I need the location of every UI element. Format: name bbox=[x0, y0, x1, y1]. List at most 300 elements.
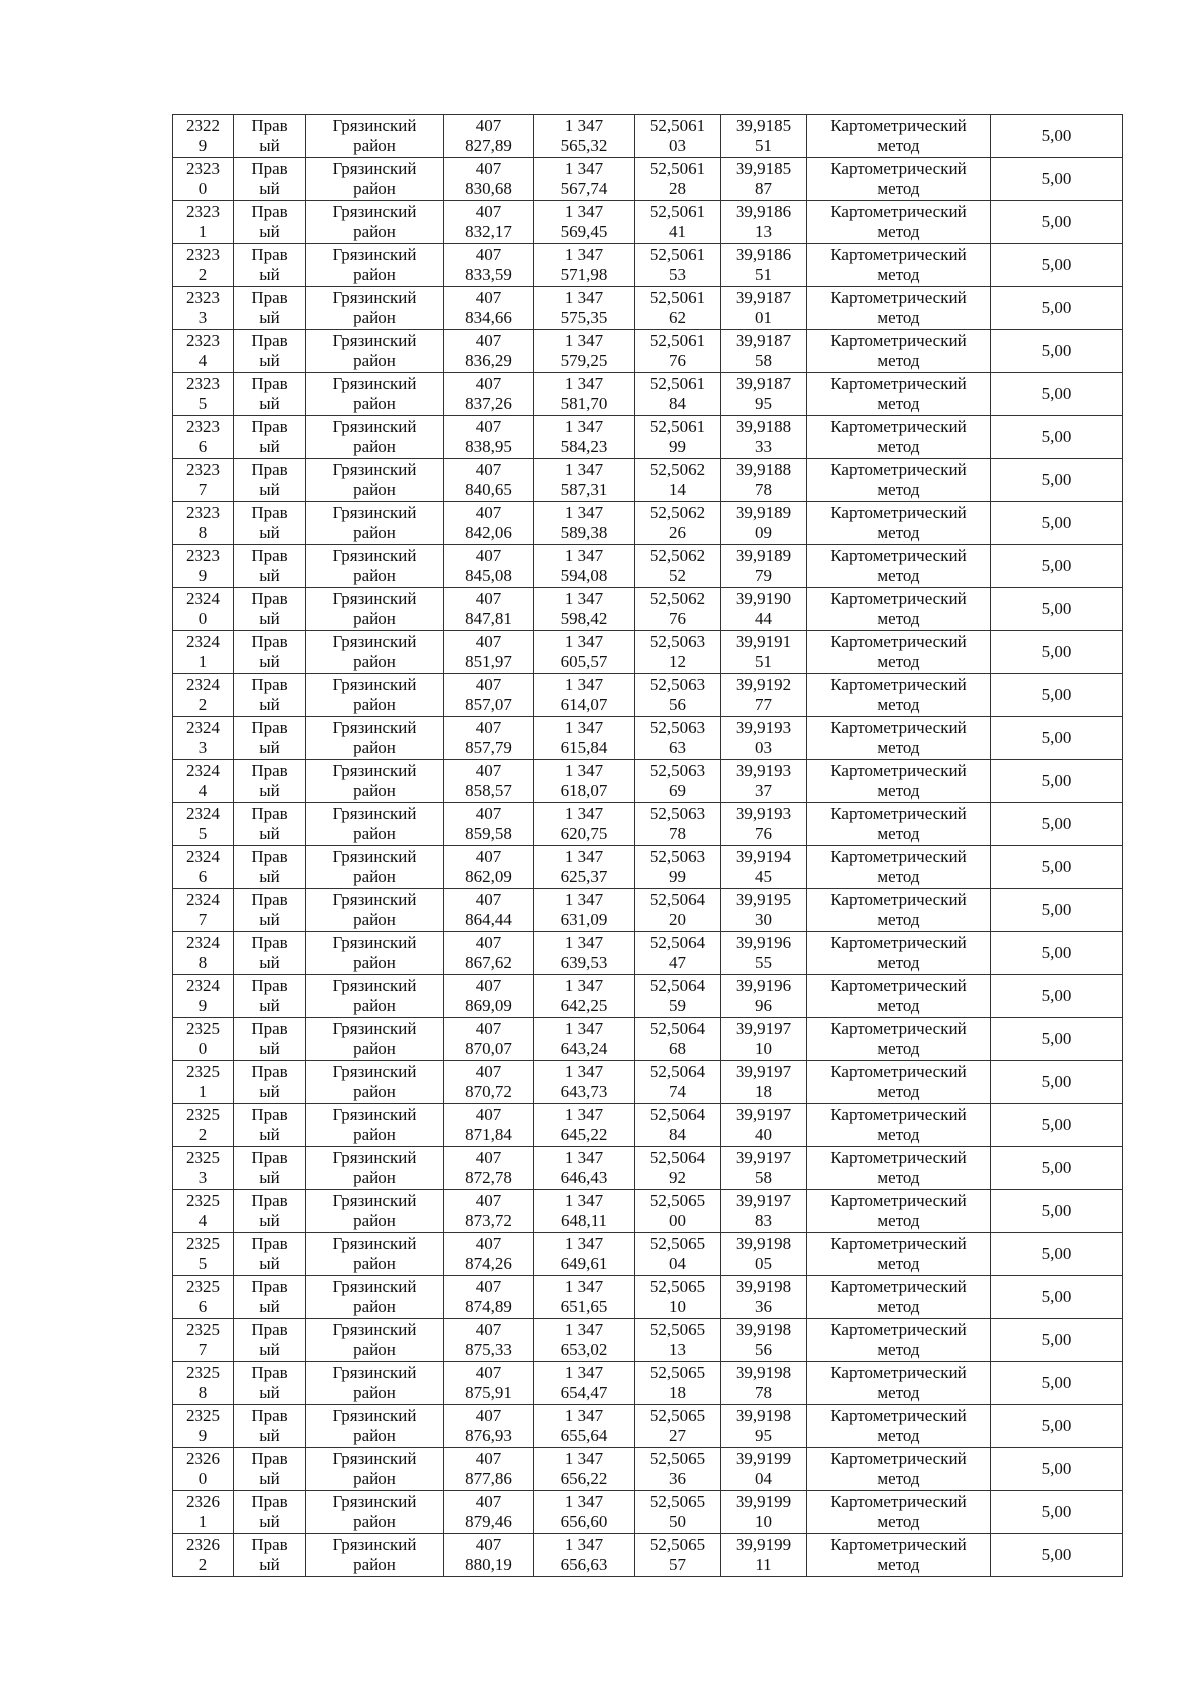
point-number-cell bbox=[173, 1319, 234, 1362]
point-number-cell-line: 2 bbox=[198, 265, 208, 284]
bank-side-cell-line: Прав bbox=[251, 1492, 288, 1511]
coord-x-cell-line: 842,06 bbox=[465, 523, 512, 542]
coord-x-cell bbox=[444, 588, 534, 631]
bank-side-cell-line: ый bbox=[259, 1469, 280, 1488]
coord-y-cell-line: 625,37 bbox=[560, 867, 608, 886]
point-number-cell-line: 0 bbox=[198, 1039, 208, 1058]
latitude-cell-line: 63 bbox=[669, 738, 686, 757]
coord-x-cell bbox=[444, 1362, 534, 1405]
accuracy-cell: 5,00 bbox=[991, 1233, 1123, 1276]
bank-side-cell bbox=[234, 1233, 306, 1276]
latitude-cell bbox=[635, 1405, 721, 1448]
longitude-cell bbox=[721, 1061, 807, 1104]
table-row bbox=[173, 330, 1123, 373]
bank-side-cell-line: Прав bbox=[251, 761, 288, 780]
coord-x-cell bbox=[444, 502, 534, 545]
longitude-cell-line: 39,9199 bbox=[735, 1449, 792, 1468]
latitude-cell bbox=[635, 631, 721, 674]
latitude-cell bbox=[635, 846, 721, 889]
method-cell bbox=[807, 1061, 991, 1104]
bank-side-cell-line: Прав bbox=[251, 1535, 288, 1554]
district-cell-line: Грязинский bbox=[332, 1363, 417, 1382]
longitude-cell bbox=[721, 1405, 807, 1448]
coord-x-cell-line: 407 bbox=[475, 374, 502, 393]
accuracy-cell: 5,00 bbox=[991, 1319, 1123, 1362]
latitude-cell bbox=[635, 459, 721, 502]
bank-side-cell-line: ый bbox=[259, 308, 280, 327]
coord-x-cell-line: 847,81 bbox=[465, 609, 512, 628]
point-number-cell-line: 2323 bbox=[186, 546, 220, 565]
bank-side-cell-line: ый bbox=[259, 738, 280, 757]
point-number-cell-line: 2324 bbox=[186, 589, 220, 608]
longitude-cell-line: 44 bbox=[755, 609, 772, 628]
coord-x-cell-line: 875,91 bbox=[465, 1383, 512, 1402]
bank-side-cell-line: ый bbox=[259, 1254, 280, 1273]
district-cell bbox=[306, 244, 444, 287]
method-cell bbox=[807, 975, 991, 1018]
point-number-cell-line: 2325 bbox=[186, 1406, 220, 1425]
coord-y-cell-line: 1 347 bbox=[564, 331, 604, 350]
latitude-cell-line: 52,5061 bbox=[649, 331, 706, 350]
district-cell-line: район bbox=[353, 265, 396, 284]
latitude-cell-line: 52,5061 bbox=[649, 245, 706, 264]
longitude-cell bbox=[721, 1534, 807, 1577]
point-number-cell bbox=[173, 416, 234, 459]
accuracy-cell: 5,00 bbox=[991, 846, 1123, 889]
accuracy-cell: 5,00 bbox=[991, 158, 1123, 201]
district-cell bbox=[306, 1448, 444, 1491]
latitude-cell-line: 52,5065 bbox=[649, 1449, 706, 1468]
latitude-cell-line: 78 bbox=[669, 824, 686, 843]
coord-x-cell-line: 875,33 bbox=[465, 1340, 512, 1359]
bank-side-cell-line: ый bbox=[259, 695, 280, 714]
coord-y-cell-line: 1 347 bbox=[564, 1363, 604, 1382]
district-cell-line: Грязинский bbox=[332, 460, 417, 479]
point-number-cell bbox=[173, 201, 234, 244]
longitude-cell-line: 95 bbox=[755, 394, 772, 413]
point-number-cell-line: 2325 bbox=[186, 1363, 220, 1382]
longitude-cell bbox=[721, 631, 807, 674]
accuracy-cell: 5,00 bbox=[991, 1491, 1123, 1534]
point-number-cell-line: 2 bbox=[198, 1555, 208, 1574]
district-cell-line: Грязинский bbox=[332, 890, 417, 909]
coord-x-cell-line: 870,72 bbox=[465, 1082, 512, 1101]
accuracy-cell: 5,00 bbox=[991, 975, 1123, 1018]
district-cell-line: район bbox=[353, 308, 396, 327]
latitude-cell-line: 52,5064 bbox=[649, 933, 706, 952]
accuracy-cell: 5,00 bbox=[991, 1061, 1123, 1104]
district-cell-line: район bbox=[353, 222, 396, 241]
point-number-cell-line: 3 bbox=[198, 738, 208, 757]
district-cell-line: Грязинский bbox=[332, 331, 417, 350]
bank-side-cell-line: Прав bbox=[251, 890, 288, 909]
table-row bbox=[173, 975, 1123, 1018]
longitude-cell-line: 39,9195 bbox=[735, 890, 792, 909]
longitude-cell bbox=[721, 1018, 807, 1061]
district-cell bbox=[306, 975, 444, 1018]
coord-x-cell-line: 407 bbox=[475, 1492, 502, 1511]
coord-y-cell bbox=[534, 1233, 635, 1276]
latitude-cell-line: 84 bbox=[669, 1125, 686, 1144]
district-cell-line: Грязинский bbox=[332, 159, 417, 178]
district-cell bbox=[306, 416, 444, 459]
longitude-cell-line: 39,9190 bbox=[735, 589, 792, 608]
point-number-cell-line: 6 bbox=[198, 1297, 208, 1316]
coord-x-cell-line: 830,68 bbox=[465, 179, 512, 198]
bank-side-cell-line: Прав bbox=[251, 417, 288, 436]
bank-side-cell bbox=[234, 975, 306, 1018]
district-cell-line: район bbox=[353, 609, 396, 628]
coord-x-cell-line: 864,44 bbox=[465, 910, 512, 929]
bank-side-cell-line: Прав bbox=[251, 1449, 288, 1468]
accuracy-cell: 5,00 bbox=[991, 330, 1123, 373]
latitude-cell-line: 62 bbox=[669, 308, 686, 327]
bank-side-cell-line: ый bbox=[259, 1555, 280, 1574]
method-cell bbox=[807, 330, 991, 373]
latitude-cell bbox=[635, 1319, 721, 1362]
coord-y-cell-line: 1 347 bbox=[564, 1019, 604, 1038]
point-number-cell-line: 6 bbox=[198, 437, 208, 456]
bank-side-cell-line: Прав bbox=[251, 804, 288, 823]
method-cell-line: метод bbox=[877, 437, 920, 456]
point-number-cell-line: 2323 bbox=[186, 374, 220, 393]
bank-side-cell-line: Прав bbox=[251, 202, 288, 221]
coord-x-cell-line: 857,79 bbox=[465, 738, 512, 757]
coord-x-cell bbox=[444, 1405, 534, 1448]
point-number-cell bbox=[173, 244, 234, 287]
latitude-cell bbox=[635, 1190, 721, 1233]
latitude-cell-line: 13 bbox=[669, 1340, 686, 1359]
longitude-cell bbox=[721, 803, 807, 846]
method-cell-line: Картометрический bbox=[830, 374, 967, 393]
coord-y-cell bbox=[534, 846, 635, 889]
method-cell-line: метод bbox=[877, 308, 920, 327]
bank-side-cell-line: Прав bbox=[251, 847, 288, 866]
coord-y-cell bbox=[534, 1534, 635, 1577]
table-row bbox=[173, 1190, 1123, 1233]
district-cell bbox=[306, 1276, 444, 1319]
latitude-cell-line: 12 bbox=[669, 652, 686, 671]
point-number-cell-line: 2326 bbox=[186, 1492, 220, 1511]
point-number-cell-line: 1 bbox=[198, 1512, 208, 1531]
method-cell-line: метод bbox=[877, 1340, 920, 1359]
longitude-cell-line: 39,9187 bbox=[735, 374, 792, 393]
district-cell-line: Грязинский bbox=[332, 847, 417, 866]
coord-x-cell-line: 407 bbox=[475, 1363, 502, 1382]
coord-y-cell bbox=[534, 1448, 635, 1491]
method-cell bbox=[807, 1233, 991, 1276]
latitude-cell-line: 68 bbox=[669, 1039, 686, 1058]
district-cell-line: район bbox=[353, 1039, 396, 1058]
table-row bbox=[173, 1104, 1123, 1147]
coord-x-cell-line: 407 bbox=[475, 159, 502, 178]
coordinates-table bbox=[172, 114, 1123, 1577]
point-number-cell-line: 2325 bbox=[186, 1277, 220, 1296]
district-cell-line: район bbox=[353, 1340, 396, 1359]
coord-x-cell bbox=[444, 1104, 534, 1147]
method-cell-line: Картометрический bbox=[830, 417, 967, 436]
coord-y-cell-line: 631,09 bbox=[560, 910, 608, 929]
district-cell bbox=[306, 1147, 444, 1190]
coord-x-cell-line: 834,66 bbox=[465, 308, 512, 327]
longitude-cell bbox=[721, 1448, 807, 1491]
table-row bbox=[173, 502, 1123, 545]
district-cell-line: Грязинский bbox=[332, 503, 417, 522]
coord-y-cell-line: 569,45 bbox=[560, 222, 608, 241]
district-cell-line: район bbox=[353, 351, 396, 370]
district-cell-line: Грязинский bbox=[332, 1191, 417, 1210]
point-number-cell bbox=[173, 115, 234, 158]
district-cell-line: Грязинский bbox=[332, 1535, 417, 1554]
coord-x-cell-line: 407 bbox=[475, 589, 502, 608]
longitude-cell-line: 01 bbox=[755, 308, 772, 327]
accuracy-cell: 5,00 bbox=[991, 201, 1123, 244]
bank-side-cell-line: ый bbox=[259, 1297, 280, 1316]
coord-y-cell-line: 571,98 bbox=[560, 265, 608, 284]
coord-x-cell-line: 407 bbox=[475, 546, 502, 565]
bank-side-cell-line: Прав bbox=[251, 589, 288, 608]
latitude-cell-line: 99 bbox=[669, 867, 686, 886]
district-cell-line: Грязинский bbox=[332, 1406, 417, 1425]
bank-side-cell bbox=[234, 502, 306, 545]
bank-side-cell bbox=[234, 330, 306, 373]
coord-y-cell-line: 605,57 bbox=[560, 652, 608, 671]
coord-y-cell-line: 1 347 bbox=[564, 503, 604, 522]
district-cell-line: район bbox=[353, 1168, 396, 1187]
coord-x-cell-line: 827,89 bbox=[465, 136, 512, 155]
coord-x-cell-line: 407 bbox=[475, 1320, 502, 1339]
district-cell-line: Грязинский bbox=[332, 1019, 417, 1038]
latitude-cell-line: 52,5065 bbox=[649, 1234, 706, 1253]
table-row bbox=[173, 932, 1123, 975]
accuracy-cell: 5,00 bbox=[991, 1104, 1123, 1147]
latitude-cell-line: 52,5065 bbox=[649, 1535, 706, 1554]
bank-side-cell bbox=[234, 244, 306, 287]
latitude-cell-line: 52,5062 bbox=[649, 546, 706, 565]
point-number-cell-line: 2 bbox=[198, 695, 208, 714]
method-cell-line: Картометрический bbox=[830, 1449, 967, 1468]
bank-side-cell-line: Прав bbox=[251, 288, 288, 307]
longitude-cell bbox=[721, 846, 807, 889]
bank-side-cell-line: Прав bbox=[251, 1234, 288, 1253]
latitude-cell-line: 52,5064 bbox=[649, 976, 706, 995]
bank-side-cell bbox=[234, 1018, 306, 1061]
latitude-cell-line: 52,5064 bbox=[649, 1148, 706, 1167]
longitude-cell-line: 39,9199 bbox=[735, 1535, 792, 1554]
latitude-cell-line: 52,5065 bbox=[649, 1277, 706, 1296]
coord-y-cell-line: 567,74 bbox=[560, 179, 608, 198]
district-cell bbox=[306, 1405, 444, 1448]
longitude-cell bbox=[721, 1276, 807, 1319]
latitude-cell-line: 56 bbox=[669, 695, 686, 714]
coord-x-cell-line: 872,78 bbox=[465, 1168, 512, 1187]
longitude-cell-line: 37 bbox=[755, 781, 772, 800]
bank-side-cell bbox=[234, 1448, 306, 1491]
method-cell-line: Картометрический bbox=[830, 1062, 967, 1081]
district-cell-line: Грязинский bbox=[332, 1277, 417, 1296]
longitude-cell-line: 09 bbox=[755, 523, 772, 542]
point-number-cell-line: 2324 bbox=[186, 847, 220, 866]
coord-x-cell bbox=[444, 1233, 534, 1276]
coord-y-cell-line: 643,73 bbox=[560, 1082, 608, 1101]
coord-y-cell bbox=[534, 1319, 635, 1362]
bank-side-cell-line: Прав bbox=[251, 1363, 288, 1382]
coord-y-cell bbox=[534, 588, 635, 631]
method-cell bbox=[807, 1190, 991, 1233]
table-body bbox=[173, 115, 1123, 1577]
longitude-cell-line: 56 bbox=[755, 1340, 772, 1359]
longitude-cell bbox=[721, 459, 807, 502]
longitude-cell-line: 39,9197 bbox=[735, 1191, 792, 1210]
table-row bbox=[173, 1233, 1123, 1276]
table-row bbox=[173, 1061, 1123, 1104]
longitude-cell-line: 39,9185 bbox=[735, 116, 792, 135]
table-row bbox=[173, 1147, 1123, 1190]
coord-x-cell bbox=[444, 803, 534, 846]
coord-y-cell-line: 1 347 bbox=[564, 417, 604, 436]
bank-side-cell-line: Прав bbox=[251, 1320, 288, 1339]
bank-side-cell-line: Прав bbox=[251, 933, 288, 952]
longitude-cell-line: 39,9187 bbox=[735, 331, 792, 350]
accuracy-cell: 5,00 bbox=[991, 1405, 1123, 1448]
method-cell-line: Картометрический bbox=[830, 976, 967, 995]
point-number-cell bbox=[173, 975, 234, 1018]
coord-x-cell bbox=[444, 115, 534, 158]
bank-side-cell bbox=[234, 1276, 306, 1319]
coord-x-cell-line: 857,07 bbox=[465, 695, 512, 714]
latitude-cell-line: 52,5064 bbox=[649, 1019, 706, 1038]
district-cell bbox=[306, 115, 444, 158]
bank-side-cell bbox=[234, 1534, 306, 1577]
method-cell-line: Картометрический bbox=[830, 1492, 967, 1511]
district-cell-line: Грязинский bbox=[332, 1062, 417, 1081]
coord-y-cell-line: 1 347 bbox=[564, 1191, 604, 1210]
latitude-cell-line: 99 bbox=[669, 437, 686, 456]
point-number-cell-line: 4 bbox=[198, 351, 208, 370]
longitude-cell-line: 39,9194 bbox=[735, 847, 792, 866]
coord-y-cell-line: 656,63 bbox=[560, 1555, 608, 1574]
district-cell bbox=[306, 287, 444, 330]
coord-y-cell-line: 1 347 bbox=[564, 847, 604, 866]
point-number-cell-line: 2324 bbox=[186, 718, 220, 737]
bank-side-cell-line: Прав bbox=[251, 1105, 288, 1124]
table-row bbox=[173, 1534, 1123, 1577]
point-number-cell bbox=[173, 1233, 234, 1276]
method-cell-line: Картометрический bbox=[830, 1105, 967, 1124]
coord-x-cell-line: 407 bbox=[475, 1019, 502, 1038]
coord-y-cell bbox=[534, 1061, 635, 1104]
latitude-cell bbox=[635, 502, 721, 545]
point-number-cell-line: 2 bbox=[198, 1125, 208, 1144]
point-number-cell-line: 9 bbox=[198, 996, 208, 1015]
point-number-cell-line: 8 bbox=[198, 1383, 208, 1402]
district-cell-line: район bbox=[353, 179, 396, 198]
point-number-cell-line: 2323 bbox=[186, 503, 220, 522]
coord-x-cell-line: 879,46 bbox=[465, 1512, 512, 1531]
method-cell-line: метод bbox=[877, 136, 920, 155]
method-cell bbox=[807, 244, 991, 287]
bank-side-cell-line: ый bbox=[259, 1168, 280, 1187]
bank-side-cell-line: ый bbox=[259, 1383, 280, 1402]
longitude-cell bbox=[721, 1104, 807, 1147]
method-cell-line: метод bbox=[877, 781, 920, 800]
bank-side-cell-line: Прав bbox=[251, 116, 288, 135]
longitude-cell bbox=[721, 1362, 807, 1405]
coord-x-cell bbox=[444, 1147, 534, 1190]
point-number-cell-line: 4 bbox=[198, 781, 208, 800]
table-row bbox=[173, 416, 1123, 459]
bank-side-cell-line: Прав bbox=[251, 718, 288, 737]
coord-x-cell-line: 407 bbox=[475, 1105, 502, 1124]
district-cell-line: район bbox=[353, 1426, 396, 1445]
coord-y-cell bbox=[534, 287, 635, 330]
coord-y-cell bbox=[534, 373, 635, 416]
district-cell bbox=[306, 545, 444, 588]
coord-x-cell-line: 407 bbox=[475, 1535, 502, 1554]
coord-y-cell-line: 646,43 bbox=[560, 1168, 608, 1187]
coord-y-cell-line: 1 347 bbox=[564, 589, 604, 608]
method-cell-line: метод bbox=[877, 523, 920, 542]
table-row bbox=[173, 760, 1123, 803]
method-cell bbox=[807, 631, 991, 674]
latitude-cell bbox=[635, 1448, 721, 1491]
method-cell-line: Картометрический bbox=[830, 675, 967, 694]
longitude-cell bbox=[721, 588, 807, 631]
coord-y-cell bbox=[534, 201, 635, 244]
bank-side-cell bbox=[234, 1190, 306, 1233]
coord-x-cell bbox=[444, 1061, 534, 1104]
district-cell-line: район bbox=[353, 1211, 396, 1230]
district-cell-line: район bbox=[353, 523, 396, 542]
district-cell-line: район bbox=[353, 1469, 396, 1488]
method-cell bbox=[807, 158, 991, 201]
table-row bbox=[173, 588, 1123, 631]
district-cell bbox=[306, 1233, 444, 1276]
bank-side-cell bbox=[234, 932, 306, 975]
table-row bbox=[173, 287, 1123, 330]
bank-side-cell bbox=[234, 717, 306, 760]
longitude-cell bbox=[721, 373, 807, 416]
bank-side-cell-line: ый bbox=[259, 867, 280, 886]
point-number-cell bbox=[173, 545, 234, 588]
coord-x-cell-line: 407 bbox=[475, 804, 502, 823]
method-cell bbox=[807, 717, 991, 760]
point-number-cell-line: 3 bbox=[198, 308, 208, 327]
longitude-cell-line: 36 bbox=[755, 1297, 772, 1316]
district-cell bbox=[306, 1018, 444, 1061]
bank-side-cell-line: ый bbox=[259, 437, 280, 456]
district-cell bbox=[306, 201, 444, 244]
method-cell bbox=[807, 1104, 991, 1147]
longitude-cell bbox=[721, 244, 807, 287]
accuracy-cell: 5,00 bbox=[991, 932, 1123, 975]
coord-x-cell bbox=[444, 330, 534, 373]
coord-x-cell bbox=[444, 1190, 534, 1233]
method-cell-line: метод bbox=[877, 695, 920, 714]
longitude-cell-line: 39,9193 bbox=[735, 804, 792, 823]
coord-x-cell-line: 407 bbox=[475, 503, 502, 522]
accuracy-cell: 5,00 bbox=[991, 674, 1123, 717]
point-number-cell-line: 2324 bbox=[186, 632, 220, 651]
point-number-cell-line: 2324 bbox=[186, 804, 220, 823]
latitude-cell-line: 52,5065 bbox=[649, 1406, 706, 1425]
accuracy-cell: 5,00 bbox=[991, 545, 1123, 588]
table-row bbox=[173, 846, 1123, 889]
coord-x-cell bbox=[444, 889, 534, 932]
bank-side-cell-line: ый bbox=[259, 566, 280, 585]
district-cell bbox=[306, 330, 444, 373]
point-number-cell-line: 5 bbox=[198, 394, 208, 413]
